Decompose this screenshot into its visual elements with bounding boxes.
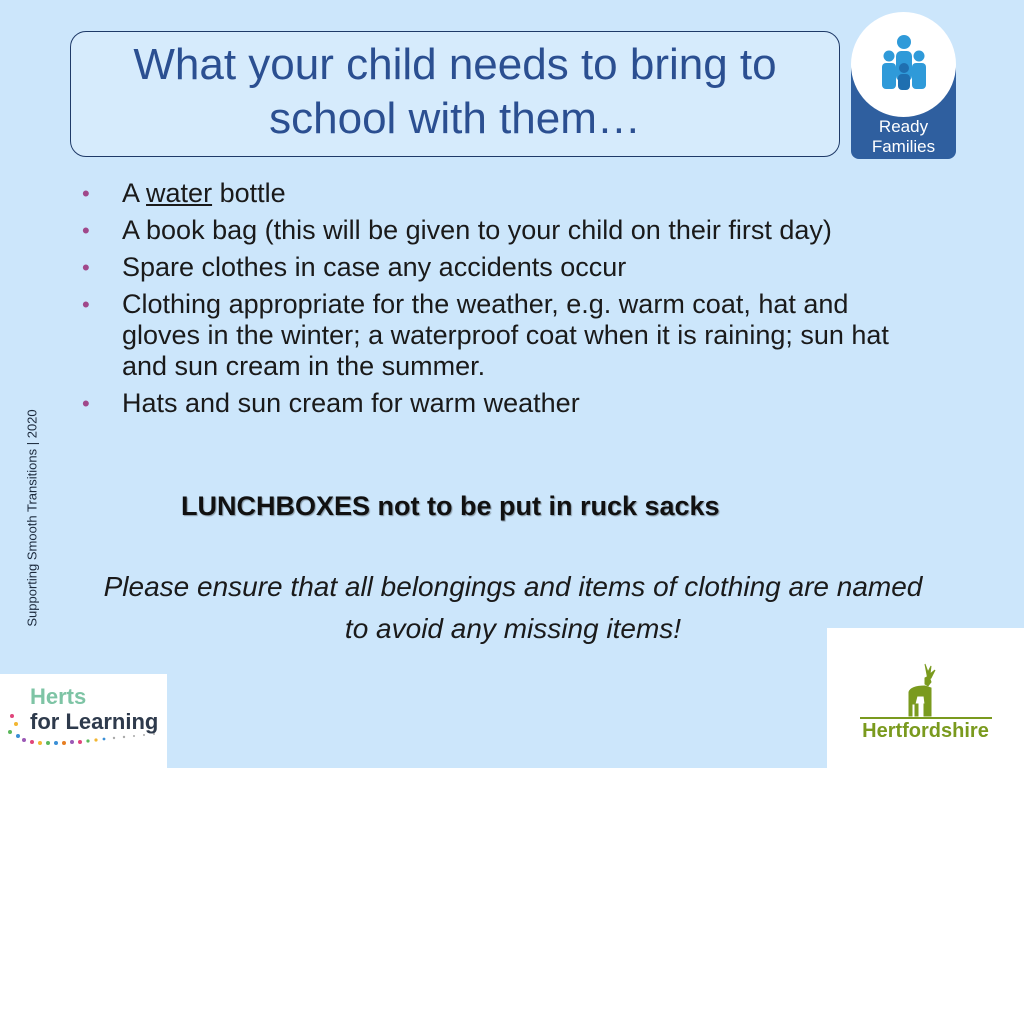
bullet: • <box>82 292 90 317</box>
bullet: • <box>82 218 90 243</box>
bullet: • <box>82 181 90 206</box>
herts-for-learning-logo <box>0 674 167 768</box>
item-text: Clothing appropriate for the weather, e.g. warm coat, hat and gloves in the winter; a waterproof coat when it is raining; sun hat and sun cream in the summer. <box>122 289 889 381</box>
badge-label-line1: Ready <box>878 117 929 136</box>
bullet: • <box>82 255 90 280</box>
page-title: What your child needs to bring to school with them… <box>133 40 777 143</box>
belongings-note: Please ensure that all belongings and items of clothing are named to avoid any missing items! <box>103 571 923 644</box>
list-item <box>82 289 902 382</box>
hfl-logo-line2: for Learning <box>30 709 159 734</box>
item-text-prefix: A <box>122 178 147 208</box>
item-text-underlined: water <box>146 178 213 208</box>
hfl-logo-line1: Herts <box>30 684 87 709</box>
hertfordshire-logo-text: Hertfordshire <box>862 720 989 742</box>
item-text-suffix: bottle <box>212 178 286 208</box>
items-list <box>82 178 902 425</box>
list-item <box>82 388 902 419</box>
item-text: A book bag (this will be given to your child on their first day) <box>122 215 832 245</box>
side-caption: Supporting Smooth Transitions | 2020 <box>24 409 40 627</box>
list-item <box>82 178 902 209</box>
family-icon <box>879 34 929 92</box>
hertfordshire-logo <box>827 628 1024 768</box>
item-text: Hats and sun cream for warm weather <box>122 388 580 418</box>
title-box <box>70 31 840 157</box>
stag-icon <box>895 660 955 720</box>
list-item <box>82 215 902 246</box>
logo-divider <box>860 717 992 719</box>
ready-families-badge <box>851 12 956 159</box>
bullet: • <box>82 391 90 416</box>
lunchboxes-note: LUNCHBOXES not to be put in ruck sacks <box>181 491 720 521</box>
list-item <box>82 252 902 283</box>
item-text: Spare clothes in case any accidents occur <box>122 252 627 282</box>
badge-label-line2: Families <box>871 137 936 156</box>
badge-label <box>851 117 956 157</box>
